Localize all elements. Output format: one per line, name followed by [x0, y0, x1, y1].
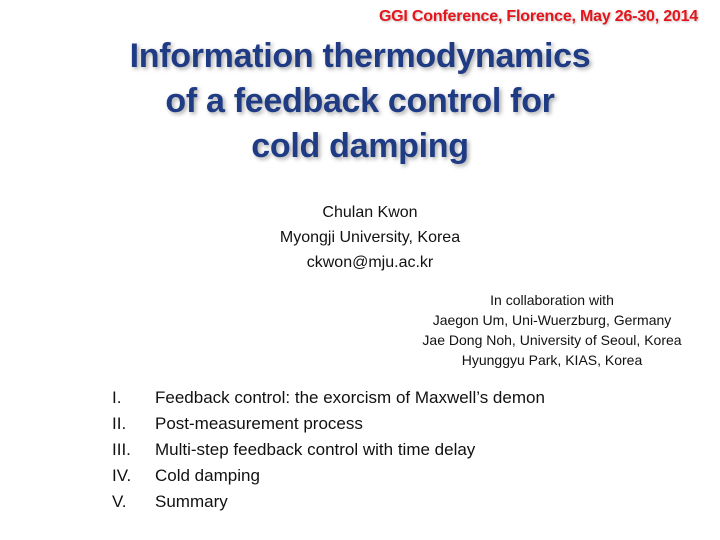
outline-number: IV.	[112, 466, 132, 485]
outline-text: Cold damping	[155, 466, 260, 485]
outline-item	[112, 463, 545, 489]
author-name: Chulan Kwon	[322, 204, 418, 221]
collaborator-1: Jaegon Um, Uni-Wuerzburg, Germany	[432, 312, 672, 328]
title-line-2: of a feedback control for	[165, 82, 555, 120]
outline-text: Summary	[155, 492, 228, 511]
outline-number: III.	[112, 440, 131, 459]
outline-number: II.	[112, 414, 127, 433]
outline-number: I.	[112, 388, 122, 407]
collaborator-3: Hyunggyu Park, KIAS, Korea	[461, 352, 643, 368]
outline-item	[112, 385, 545, 411]
outline-text: Feedback control: the exorcism of Maxwell’s demon	[155, 388, 545, 407]
collaboration-block	[380, 290, 720, 370]
slide-title	[0, 34, 720, 169]
outline-item	[112, 489, 545, 515]
collaborator-2: Jae Dong Noh, University of Seoul, Korea	[422, 332, 682, 348]
title-line-3: cold damping	[251, 127, 469, 165]
title-line-1: Information thermodynamics	[129, 37, 591, 75]
outline-item	[112, 411, 545, 437]
outline-text: Post-measurement process	[155, 414, 363, 433]
outline-text: Multi-step feedback control with time delay	[155, 440, 476, 459]
conference-banner: GGI Conference, Florence, May 26-30, 2014	[378, 8, 698, 25]
collaboration-heading: In collaboration with	[490, 292, 614, 308]
author-email: ckwon@mju.ac.kr	[306, 254, 434, 271]
outline-list	[112, 385, 545, 515]
author-block	[0, 200, 720, 275]
author-affiliation: Myongji University, Korea	[279, 229, 461, 246]
outline-item	[112, 437, 545, 463]
outline-number: V.	[112, 492, 127, 511]
